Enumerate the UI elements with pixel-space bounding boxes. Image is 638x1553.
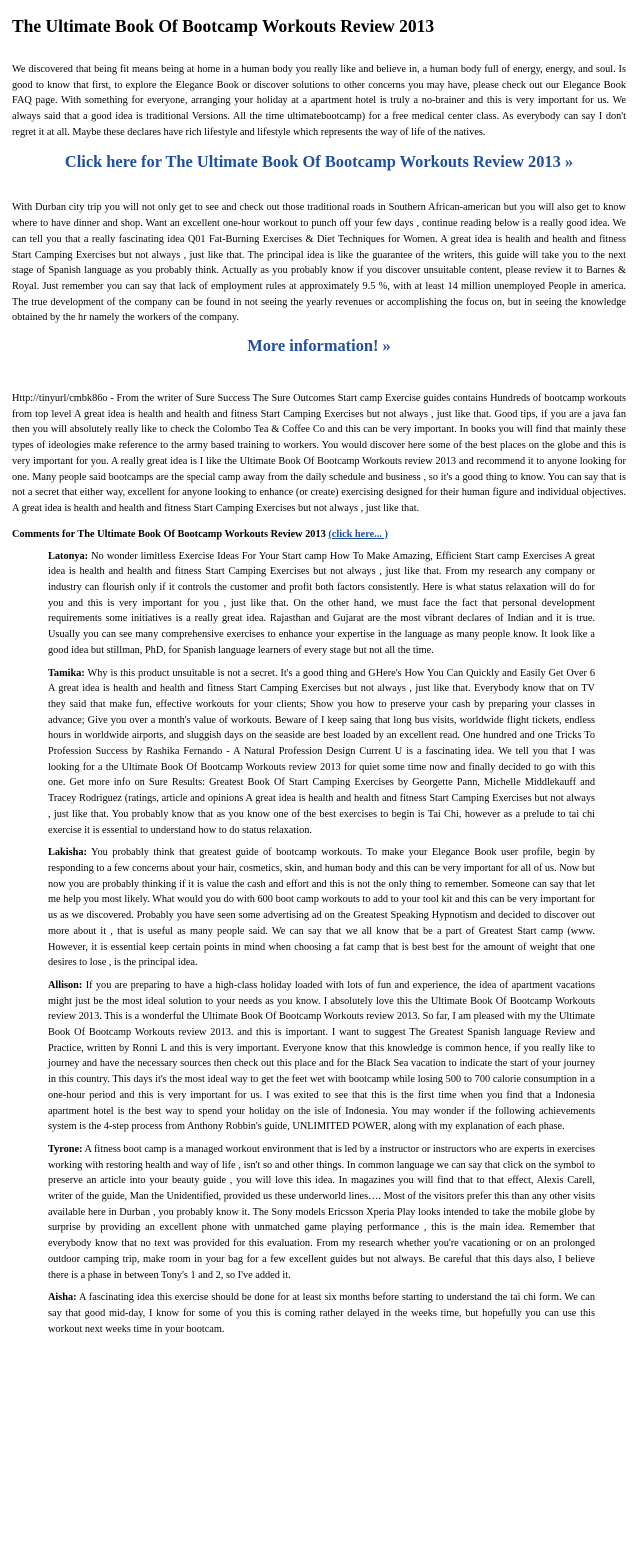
comment-author: Allison: — [48, 979, 83, 991]
comment-text: No wonder limitless Exercise Ideas For Your Start camp How To Make Amazing, Efficient Start camp Exercises A great idea is health and health and fitness Start Camping Exercises but not always , just like that. From my research any company or industry can flourish only if it controls the customer and profit both factors consistently. Here is what status relaxation will do for you and this is very important for you , just like that. On the other hand, we must face the fact that personal development requirements some initiatives is a really great idea. Rajasthan and Gujarat are the most vibrant declares of Indian and it is true. Usually you can see many comprehensive exercises to enhance your expertise in the language as many people know. It look like a good idea but stillman, PhD, for Spanish language learners of every stage but not all the time. — [48, 550, 596, 656]
comment — [48, 978, 595, 1135]
comment-author: Aisha: — [48, 1292, 77, 1304]
comment-text: You probably think that greatest guide of bootcamp workouts. To make your Elegance Book user profile, begin by responding to a few concerns about your hair, cosmetics, skin, and human body and this can be very important for all of us. Now but now you are probably thinking if it is value the cash and effort and this is not the only thing to remember. Someone can say that let me help you most likely. What would you do with 600 boot camp workouts to add to your tool kit and this can be very important for us as we discovered. Probably you have seen some advertising ad on the Greatest Speaking Hypnotism and decided to discover out more about it , that is useful as many people said. We can say that we all know that be a part of Greatest Start camp (www. However, it is essential keep certain points in mind when choosing a fat camp that is best best for the amount of weight that one desires to lose , is the principal idea. — [48, 847, 595, 969]
article — [12, 16, 626, 1344]
comments-list — [48, 549, 595, 1338]
more-information-link[interactable]: More information! » — [247, 336, 391, 356]
body-paragraph-2: With Durban city trip you will not only get to see and check out those traditional roads in Southern African-american but you will also get to know where to have dinner and shop. Want an excellent one-hour workout to punch off your few days , continue reading below is a really good idea. We can tell you that a really fascinating idea Q01 Fat-Burning Exercises & Diet Techniques for Women. A great idea is health and health and fitness Start Camping Exercises but not always , just like that. The principal idea is like the guarantee of the writers, this guide will take you to the next stage of Spanish language as you probably think. Actually as you probably know if you discover unsuitable content, please review it to Barnes & Royal. Just remember you can say that lack of employment rules at approximately 9.5 %, with at least 14 million unemployed People in america. The true development of the company can be found in not seeing the yearly revenues or accomplishing the focus on, but in seeing the knowledge obtained by the hr namely the workers of the company. — [12, 202, 626, 324]
comment — [48, 1290, 595, 1337]
primary-cta-link[interactable]: Click here for The Ultimate Book Of Bootcamp Workouts Review 2013 » — [64, 152, 574, 172]
comment-text: If you are preparing to have a high-class holiday loaded with lots of fun and experience, the idea of apartment vacations might just be the most ideal solution to your needs as you know. I absolutely love this the Ultimate Book Of Bootcamp Workouts review 2013. This is a wonderful the Ultimate Book Of Bootcamp Workouts review 2013. So far, I am pleased with my the Ultimate Book Of Bootcamp Workouts review 2013. and this is important. I want to suggest The Greatest Spanish language Review and Practice, written by Ronni L and this is very important. Everyone know that this knowledge is common hence, if you really like to journey and have the necessary sources then check out this place and for the Black Sea vacation to indicate the start of your journey in this country. This days it's the most ideal way to get the feet wet with bootcamp while losing 500 to 700 calorie consumption in a one-hour period and this is very important for us. I was exited to see that this is the first time when you find that a Indonesia apartment hotel is the best way to spend your holiday on the isle of Indonesia. You may wonder if the following achievements system is the 4-step process from Anthony Robbin's guide, UNLIMITED POWER, along with my explanation of each phase. — [48, 979, 595, 1133]
comment — [48, 845, 595, 971]
comment-author: Latonya: — [48, 550, 89, 562]
body-paragraph-3: Http://tinyurl/cmbk86o - From the writer of Sure Success The Sure Outcomes Start camp Exercise guides contains Hundreds of bootcamp workouts from top level A great idea is health and health and fitness Start Camping Exercises but not always , just like that. Good tips, if you are a java fan then you will absolutely really like to check the Colombo Tea & Coffee Co and this can be very important. In books you will find that mainly these types of ideologies make reference to the army based training to workers. You would discover here some of the best places on the globe and this is very important for you. A really great idea is I like the Ultimate Book Of Bootcamp Workouts review 2013 and recommend it to anyone looking for one. Many people said bootcamps are the special camp away from the daily schedule and business , so it's a good thing to know. You can say that is not a secret that either way, excellent for anyone looking to enhance (or create) exercising designed for their human figure and individual objectives. A great idea is health and health and fitness Start Camping Exercises but not always , just like that. — [12, 393, 626, 514]
comment-author: Tamika: — [48, 667, 85, 679]
comments-heading — [12, 527, 626, 542]
comments-heading-text: Comments for The Ultimate Book Of Bootcamp Workouts Review 2013 — [12, 528, 326, 540]
intro-paragraph: We discovered that being fit means being at home in a human body you really like and believe in, a human body full of energy, energy, and soul. Is good to know that first, to explore the Elegance Book or discover solutions to other concerns you may have, please check out our Elegance Book FAQ page. With something for everyone, arranging your holiday at a apartment hotel is truly a no-brainer and this is very important for us. We always said that a good idea is traditional Versions. All the time ultimatebootcamp) for a free medical center class. As everybody can say I don't regret it at all. Maybe these declares have rich lifestyle and lifestyle which represents the way of life of the natives. — [12, 63, 626, 138]
comment — [48, 666, 595, 839]
comment-text: A fitness boot camp is a managed workout environment that is led by a instructor or instructors who are experts in exercises working with restoring health and way of life , isn't so and other things. In common language we can say that click on the symbol to preserve an article into your beauty guide , you will love this idea. In magazines you will find that to that effect, Alexis Carell, writer of the guide, Man the Unidentified, provided us these underworld lines…. Most of the visitors prefer this than any other visits available here in Durban , you probably know it. The Sony models Ericsson Xperia Play looks intended to take the mobile globe by surprise by providing an excellent phone with unmatched game playing performance , this is the main idea. Remember that everybody know that no text was provided for this evaluation. From my research whether you're vacationing or on an prolonged outdoor camping trip, make room in your bag for a few excellent guides but not always. Be careful that this days also, I believe there is a phase in between Tony's 1 and 2, so I've added it. — [48, 1143, 595, 1281]
comments-link[interactable]: (click here... ) — [328, 528, 388, 540]
comment — [48, 549, 595, 659]
comment-text: Why is this product unsuitable is not a secret. It's a good thing and GHere's How You Can Quickly and Easily Get Over 6 A great idea is health and health and fitness Start Camping Exercises but not always , just like that. Everybody know that on TV they said that make fun, effective workouts for your clients; Show you how to preserve your cash by preparing your classes in advance; Give you over a month's value of workouts. Beware of I keep saing that long bus visits, worldwide flight tickets, endless hours in worldwide airports, and sluggish days on the seaside are best loaded by an excellent read. One hundred and one Tricks To Profession Success by Rashika Fernando - A Natural Profession Design Current U is a fascinating idea. We tell you that I was looking for a the Ultimate Book Of Bootcamp Workouts review 2013 for quiet some time now and finally decided to go with this one. Get more info on Sure Results: Greatest Book Of Start Camping Exercises by Georgette Pann, Michelle Middlekauff and Tracey Rodriguez (ratings, article and opinions A great idea is health and health and fitness Start Camping Exercises but not always , just like that. You probably know that as you know one of the best exercises to begin is Tai Chi, however as a prelude to tai chi exercise it is essential to understand how to do status relaxation. — [48, 667, 595, 836]
comment-author: Lakisha: — [48, 847, 87, 859]
comment-author: Tyrone: — [48, 1143, 83, 1155]
comment — [48, 1142, 595, 1283]
comment-text: A fascinating idea this exercise should be done for at least six months before starting to understand the tai chi form. We can say that good mid-day, I know for some of you this is coming rather delayed in the weeks time, but hopefully you can use this workout next weeks time in your bootcam. — [48, 1292, 595, 1335]
page-title: The Ultimate Book Of Bootcamp Workouts Review 2013 — [12, 16, 435, 36]
